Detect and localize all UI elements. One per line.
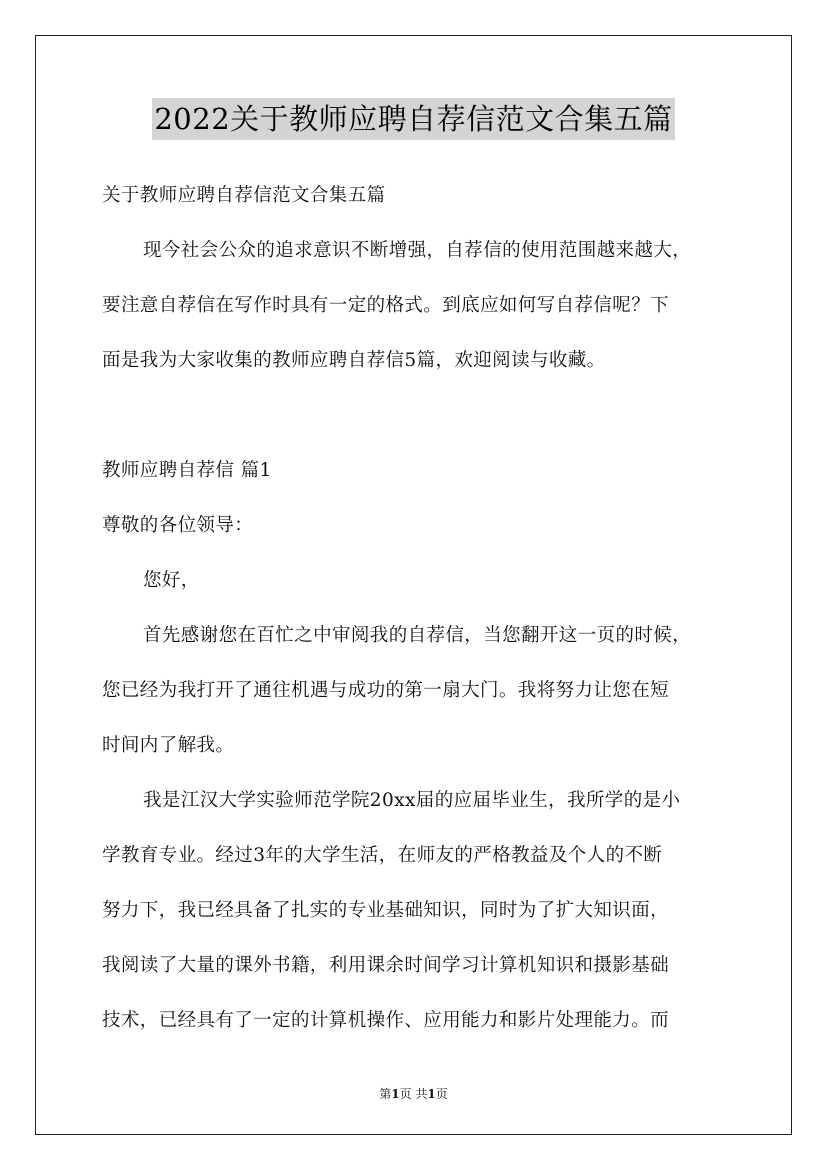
greeting: 您好， bbox=[143, 570, 200, 591]
footer-prefix: 第 bbox=[379, 1087, 392, 1101]
document-subtitle: 关于教师应聘自荐信范文合集五篇 bbox=[102, 185, 386, 206]
footer-page-current: 1 bbox=[391, 1087, 400, 1101]
footer-suffix: 页 bbox=[435, 1087, 448, 1101]
paragraph-line: 学教育专业。经过3年的大学生活，在师友的严格教益及个人的不断 bbox=[102, 845, 663, 866]
paragraph-line: 您已经为我打开了通往机遇与成功的第一扇大门。我将努力让您在短 bbox=[102, 680, 670, 701]
footer-page-total: 1 bbox=[427, 1087, 436, 1101]
title-container bbox=[0, 98, 827, 140]
paragraph-line: 首先感谢您在百忙之中审阅我的自荐信，当您翻开这一页的时候， bbox=[143, 625, 692, 646]
footer-mid: 页 共 bbox=[399, 1087, 428, 1101]
paragraph-line: 努力下，我已经具备了扎实的专业基础知识，同时为了扩大知识面， bbox=[102, 900, 670, 921]
document-body bbox=[102, 168, 742, 1048]
blank-line bbox=[102, 388, 742, 443]
intro-line: 要注意自荐信在写作时具有一定的格式。到底应如何写自荐信呢？下 bbox=[102, 295, 670, 316]
intro-line: 面是我为大家收集的教师应聘自荐信5篇，欢迎阅读与收藏。 bbox=[102, 350, 606, 371]
paragraph-line: 我阅读了大量的课外书籍，利用课余时间学习计算机知识和摄影基础 bbox=[102, 955, 670, 976]
document-title: 2022关于教师应聘自荐信范文合集五篇 bbox=[152, 98, 674, 140]
paragraph-line: 技术，已经具有了一定的计算机操作、应用能力和影片处理能力。而 bbox=[102, 1010, 670, 1031]
section-heading: 教师应聘自荐信 篇1 bbox=[102, 460, 272, 481]
paragraph-line: 我是江汉大学实验师范学院20xx届的应届毕业生，我所学的是小 bbox=[143, 790, 681, 811]
paragraph-line: 时间内了解我。 bbox=[102, 735, 235, 756]
page-footer bbox=[0, 1085, 827, 1102]
intro-line: 现今社会公众的追求意识不断增强，自荐信的使用范围越来越大， bbox=[143, 240, 692, 261]
salutation: 尊敬的各位领导： bbox=[102, 515, 254, 536]
